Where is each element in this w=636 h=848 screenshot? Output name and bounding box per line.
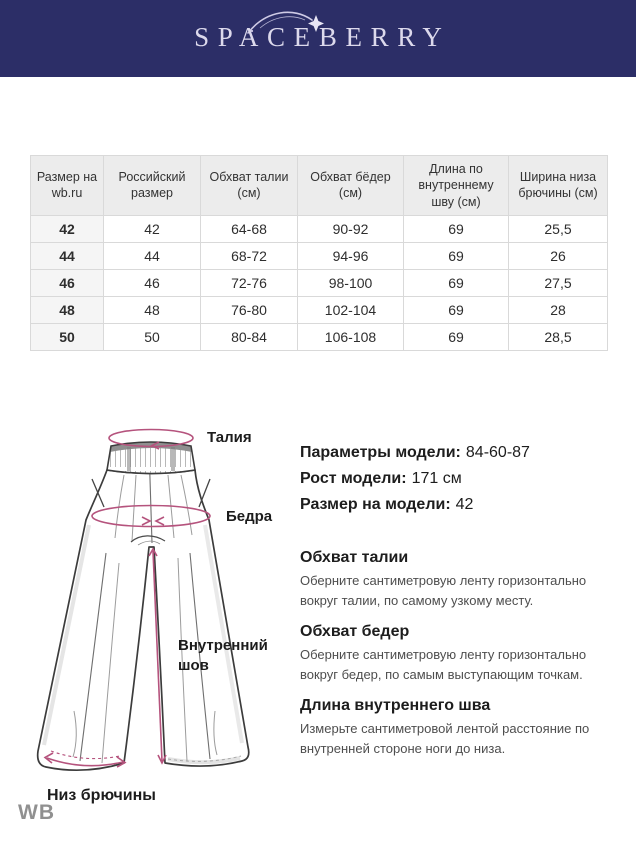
cell-value: 80-84 — [201, 323, 298, 350]
table-header-row — [31, 156, 608, 216]
cell-value: 26 — [509, 242, 608, 269]
hips-label: Бедра — [226, 508, 273, 525]
cell-value: 64-68 — [201, 215, 298, 242]
hem-label: Низ брючины — [47, 787, 156, 804]
cell-value: 25,5 — [509, 215, 608, 242]
cell-value: 28,5 — [509, 323, 608, 350]
brand-logo: SPACEBERRY — [194, 22, 451, 52]
model-size-line — [300, 496, 530, 513]
cell-value: 69 — [404, 269, 509, 296]
model-size-value: 42 — [455, 496, 474, 513]
table-row — [31, 296, 608, 323]
section-body: Оберните сантиметровую ленту горизонтально вокруг бедер, по самым выступающим точкам. — [300, 647, 587, 682]
cell-wb-size: 46 — [31, 269, 104, 296]
cell-value: 48 — [104, 296, 201, 323]
cell-value: 69 — [404, 215, 509, 242]
model-height-value: 171 см — [411, 470, 462, 487]
cell-value: 44 — [104, 242, 201, 269]
header-cell-waist: Обхват талии (см) — [201, 156, 298, 216]
cell-value: 42 — [104, 215, 201, 242]
cell-value: 98-100 — [298, 269, 404, 296]
model-parameters-label: Параметры модели: — [300, 444, 461, 461]
cell-value: 72-76 — [201, 269, 298, 296]
section-body: Оберните сантиметровую ленту горизонтально вокруг талии, по самому узкому месту. — [300, 573, 587, 608]
header-cell-ru-size: Российский размер — [104, 156, 201, 216]
cell-value: 50 — [104, 323, 201, 350]
waist-label: Талия — [207, 429, 252, 446]
pants-diagram — [18, 413, 290, 815]
cell-wb-size: 48 — [31, 296, 104, 323]
cell-value: 106-108 — [298, 323, 404, 350]
model-height-line — [300, 470, 530, 487]
model-height-label: Рост модели: — [300, 470, 407, 487]
section-title: Обхват бедер — [300, 623, 410, 640]
cell-value: 27,5 — [509, 269, 608, 296]
guide-section-inseam — [300, 697, 622, 759]
section-title: Обхват талии — [300, 549, 409, 566]
measurement-guide — [300, 549, 622, 771]
cell-value: 69 — [404, 242, 509, 269]
cell-value: 94-96 — [298, 242, 404, 269]
cell-value: 69 — [404, 323, 509, 350]
cell-value: 28 — [509, 296, 608, 323]
header-cell-inseam: Длина по внутреннему шву (см) — [404, 156, 509, 216]
table-row — [31, 215, 608, 242]
cell-value: 69 — [404, 296, 509, 323]
brand-header — [0, 0, 636, 77]
table-row — [31, 242, 608, 269]
cell-value: 68-72 — [201, 242, 298, 269]
inseam-label: Внутренний шов — [178, 637, 268, 675]
table-row — [31, 323, 608, 350]
cell-wb-size: 50 — [31, 323, 104, 350]
model-info — [300, 444, 530, 522]
size-table — [30, 155, 608, 351]
header-cell-hips: Обхват бёдер (см) — [298, 156, 404, 216]
cell-wb-size: 42 — [31, 215, 104, 242]
table-row — [31, 269, 608, 296]
model-size-label: Размер на модели: — [300, 496, 451, 513]
section-title: Длина внутреннего шва — [300, 697, 491, 714]
wb-watermark: WB — [18, 801, 55, 824]
cell-value: 90-92 — [298, 215, 404, 242]
cell-wb-size: 44 — [31, 242, 104, 269]
size-table-body — [31, 215, 608, 350]
cell-value: 102-104 — [298, 296, 404, 323]
cell-value: 46 — [104, 269, 201, 296]
section-body: Измерьте сантиметровой лентой расстояние по внутренней стороне ноги до низа. — [300, 721, 590, 756]
model-parameters-line — [300, 444, 530, 461]
header-cell-hem-width: Ширина низа брючины (см) — [509, 156, 608, 216]
header-cell-wb-size: Размер на wb.ru — [31, 156, 104, 216]
cell-value: 76-80 — [201, 296, 298, 323]
model-parameters-value: 84-60-87 — [465, 444, 530, 461]
guide-section-waist — [300, 549, 622, 611]
guide-section-hips — [300, 623, 622, 685]
